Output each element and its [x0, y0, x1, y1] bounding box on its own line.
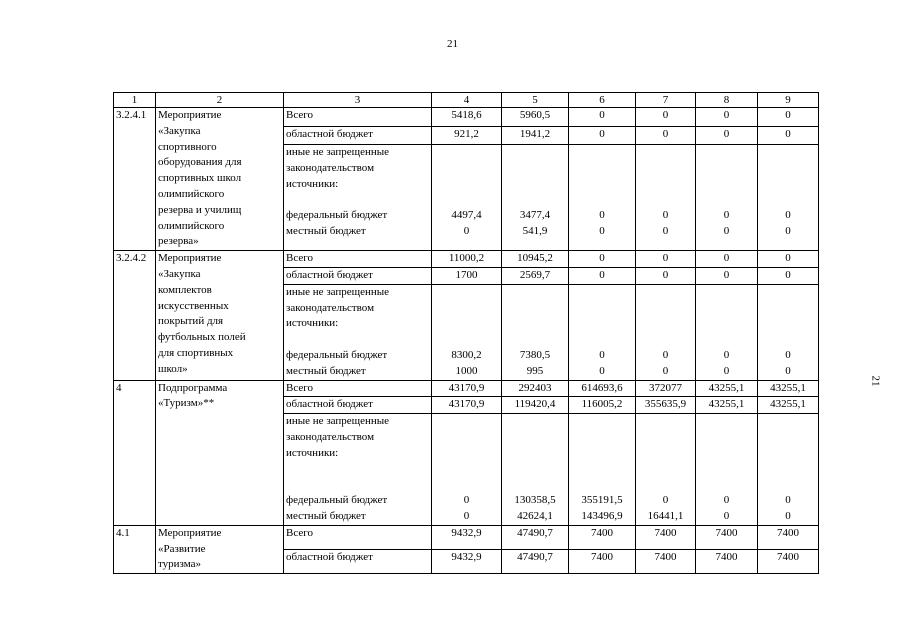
header-cell: 5 [502, 93, 569, 108]
federal-label: федеральный бюджет [286, 494, 388, 507]
sources-value-cell [432, 284, 502, 380]
sources-value-cell [636, 145, 696, 251]
spacer-line [698, 177, 755, 193]
item-name-line: спортивного [158, 140, 217, 153]
regional-value: 0 [569, 267, 636, 284]
spacer-line [286, 462, 429, 478]
spacer-line [571, 316, 633, 332]
regional-value: 43170,9 [432, 397, 502, 414]
spacer-line [698, 145, 755, 161]
spacer-line [434, 477, 499, 493]
item-name-line: «Закупка [158, 267, 201, 280]
total-value: 0 [636, 251, 696, 268]
sources-value-cell [569, 414, 636, 526]
item-name [156, 380, 284, 525]
header-cell: 9 [758, 93, 819, 108]
item-name-line: резерва» [158, 235, 199, 248]
regional-value: 7400 [758, 549, 819, 573]
total-value: 0 [696, 108, 758, 127]
local-value: 0 [785, 364, 791, 377]
other-sources-line: источники: [286, 177, 339, 190]
spacer-line [434, 446, 499, 462]
sources-value-cell [502, 414, 569, 526]
spacer-line [504, 414, 566, 430]
spacer-line [638, 446, 693, 462]
item-name-line: для спортивных [158, 346, 234, 359]
item-name-line: искусственных [158, 299, 229, 312]
local-value: 0 [662, 364, 669, 377]
spacer-line [434, 414, 499, 430]
item-name-line: футбольных полей [158, 331, 246, 344]
sources-value-cell [569, 145, 636, 251]
spacer-line [638, 332, 693, 348]
spacer-line [698, 430, 755, 446]
spacer-line [638, 414, 693, 430]
regional-value: 7400 [696, 549, 758, 573]
regional-value: 2569,7 [502, 267, 569, 284]
spacer-line [504, 430, 566, 446]
regional-value: 0 [696, 126, 758, 145]
spacer-line [434, 301, 499, 317]
spacer-line [638, 477, 693, 493]
local-value: 995 [526, 364, 544, 377]
total-label: Всего [284, 380, 432, 397]
spacer-line [504, 332, 566, 348]
total-value: 292403 [502, 380, 569, 397]
regional-label: областной бюджет [284, 126, 432, 145]
local-value: 1000 [455, 364, 478, 377]
sources-value-cell [636, 414, 696, 526]
regional-value: 43255,1 [758, 397, 819, 414]
item-name-line: резерва и училищ [158, 203, 242, 216]
total-value: 0 [758, 108, 819, 127]
local-value: 541,9 [522, 225, 548, 238]
spacer-line [571, 301, 633, 317]
federal-value: 0 [662, 209, 669, 222]
spacer-line [571, 161, 633, 177]
total-value: 5418,6 [432, 108, 502, 127]
total-value: 43170,9 [432, 380, 502, 397]
federal-value: 0 [662, 348, 669, 361]
total-value: 0 [696, 251, 758, 268]
item-name-line: Подпрограмма [158, 381, 228, 394]
item-name-line: «Закупка [158, 124, 201, 137]
item-name-line: «Развитие [158, 542, 206, 555]
page-number-side: 21 [869, 375, 882, 387]
spacer-line [698, 193, 755, 209]
spacer-line [571, 414, 633, 430]
federal-value: 0 [599, 209, 605, 222]
item-name [156, 251, 284, 380]
spacer-line [760, 301, 816, 317]
other-sources-line: иные не запрещенные [286, 285, 390, 298]
regional-value: 1941,2 [502, 126, 569, 145]
other-sources-line: источники: [286, 446, 339, 459]
spacer-line [698, 301, 755, 317]
federal-value: 0 [599, 348, 605, 361]
regional-value: 116005,2 [569, 397, 636, 414]
total-value: 10945,2 [502, 251, 569, 268]
regional-value: 0 [569, 126, 636, 145]
spacer-line [698, 332, 755, 348]
spacer-line [504, 301, 566, 317]
total-label: Всего [284, 108, 432, 127]
spacer-line [638, 462, 693, 478]
page-number-top: 21 [447, 38, 458, 50]
header-row [114, 93, 819, 108]
item-number: 4.1 [114, 525, 156, 573]
regional-label: областной бюджет [284, 267, 432, 284]
local-value: 0 [463, 509, 470, 522]
table-row [114, 380, 819, 397]
spacer-line [571, 177, 633, 193]
spacer-line [698, 316, 755, 332]
spacer-line [504, 477, 566, 493]
total-label: Всего [284, 251, 432, 268]
regional-value: 7400 [569, 549, 636, 573]
total-value: 43255,1 [696, 380, 758, 397]
header-cell: 1 [114, 93, 156, 108]
local-value: 0 [599, 225, 605, 238]
item-number: 3.2.4.1 [114, 108, 156, 251]
other-sources-line: источники: [286, 317, 339, 330]
regional-label: областной бюджет [284, 549, 432, 573]
federal-value: 0 [785, 209, 791, 222]
other-sources [284, 145, 432, 251]
spacer-line [698, 462, 755, 478]
spacer-line [638, 301, 693, 317]
spacer-line [504, 193, 566, 209]
other-sources-line: законодательством [286, 430, 375, 443]
spacer-line [504, 285, 566, 301]
spacer-line [760, 446, 816, 462]
federal-value: 0 [662, 494, 669, 507]
item-name [156, 108, 284, 251]
sources-value-cell [696, 145, 758, 251]
spacer-line [571, 430, 633, 446]
sources-value-cell [758, 284, 819, 380]
sources-value-cell [502, 284, 569, 380]
spacer-line [698, 446, 755, 462]
spacer-line [760, 177, 816, 193]
regional-value: 0 [696, 267, 758, 284]
total-label: Всего [284, 525, 432, 549]
regional-value: 9432,9 [432, 549, 502, 573]
spacer-line [434, 332, 499, 348]
local-value: 0 [723, 364, 730, 377]
spacer-line [434, 430, 499, 446]
budget-table [113, 92, 819, 574]
other-sources-line: законодательством [286, 161, 375, 174]
item-name-line: олимпийского [158, 187, 225, 200]
other-sources [284, 414, 432, 526]
spacer-line [504, 145, 566, 161]
spacer-line [638, 161, 693, 177]
spacer-line [286, 477, 429, 493]
sources-value-cell [696, 414, 758, 526]
spacer-line [504, 316, 566, 332]
local-value: 0 [463, 225, 470, 238]
header-cell: 8 [696, 93, 758, 108]
local-value: 0 [785, 225, 791, 238]
spacer-line [434, 462, 499, 478]
federal-value: 355191,5 [581, 494, 623, 507]
other-sources-line: иные не запрещенные [286, 146, 390, 159]
sources-value-cell [758, 414, 819, 526]
spacer-line [638, 177, 693, 193]
federal-value: 0 [723, 494, 730, 507]
spacer-line [760, 332, 816, 348]
spacer-line [760, 145, 816, 161]
spacer-line [638, 193, 693, 209]
federal-value: 0 [723, 209, 730, 222]
spacer-line [760, 161, 816, 177]
item-number: 4 [114, 380, 156, 525]
sources-value-cell [569, 284, 636, 380]
local-value: 0 [662, 225, 669, 238]
federal-value: 3477,4 [519, 209, 551, 222]
item-name-line: спортивных школ [158, 172, 242, 185]
spacer-line [571, 145, 633, 161]
spacer-line [638, 285, 693, 301]
spacer-line [434, 145, 499, 161]
table-row [114, 108, 819, 127]
spacer-line [504, 446, 566, 462]
federal-value: 4497,4 [451, 209, 482, 222]
federal-value: 0 [463, 494, 470, 507]
spacer-line [760, 316, 816, 332]
item-name-line: Мероприятие [158, 526, 222, 539]
sources-value-cell [696, 284, 758, 380]
regional-value: 7400 [636, 549, 696, 573]
spacer-line [504, 161, 566, 177]
federal-value: 8300,2 [451, 348, 482, 361]
total-value: 47490,7 [502, 525, 569, 549]
other-sources [284, 284, 432, 380]
federal-value: 0 [723, 348, 730, 361]
local-value: 0 [785, 509, 791, 522]
spacer-line [571, 193, 633, 209]
spacer-line [698, 161, 755, 177]
local-label: местный бюджет [286, 364, 366, 377]
total-value: 43255,1 [758, 380, 819, 397]
regional-value: 43255,1 [696, 397, 758, 414]
total-value: 614693,6 [569, 380, 636, 397]
item-name-line: школ» [158, 362, 188, 375]
regional-value: 0 [758, 267, 819, 284]
spacer-line [760, 477, 816, 493]
sources-value-cell [432, 414, 502, 526]
spacer-line [504, 462, 566, 478]
spacer-line [571, 446, 633, 462]
spacer-line [434, 193, 499, 209]
item-name-line: покрытий для [158, 315, 224, 328]
header-cell: 2 [156, 93, 284, 108]
item-name-line: олимпийского [158, 219, 225, 232]
header-cell: 4 [432, 93, 502, 108]
sources-value-cell [432, 145, 502, 251]
local-value: 42624,1 [517, 509, 553, 522]
table-row [114, 251, 819, 268]
spacer-line [638, 430, 693, 446]
spacer-line [698, 414, 755, 430]
regional-value: 119420,4 [502, 397, 569, 414]
spacer-line [638, 145, 693, 161]
total-value: 372077 [636, 380, 696, 397]
local-label: местный бюджет [286, 225, 366, 238]
total-value: 9432,9 [432, 525, 502, 549]
federal-label: федеральный бюджет [286, 209, 388, 222]
spacer-line [638, 316, 693, 332]
spacer-line [760, 430, 816, 446]
header-cell: 3 [284, 93, 432, 108]
spacer-line [434, 177, 499, 193]
local-value: 0 [599, 364, 605, 377]
spacer-line [760, 414, 816, 430]
spacer-line [760, 193, 816, 209]
regional-value: 1700 [432, 267, 502, 284]
local-value: 143496,9 [581, 509, 623, 522]
spacer-line [571, 285, 633, 301]
federal-value: 130358,5 [514, 494, 556, 507]
local-value: 0 [723, 509, 730, 522]
sources-value-cell [502, 145, 569, 251]
total-value: 7400 [636, 525, 696, 549]
item-name [156, 525, 284, 573]
item-name-line: Мероприятие [158, 109, 222, 121]
table-row [114, 525, 819, 549]
local-value: 0 [723, 225, 730, 238]
spacer-line [434, 161, 499, 177]
spacer-line [698, 285, 755, 301]
item-name-line: оборудования для [158, 156, 242, 169]
regional-value: 355635,9 [636, 397, 696, 414]
local-label: местный бюджет [286, 509, 366, 522]
federal-value: 7380,5 [519, 348, 551, 361]
spacer-line [286, 193, 429, 209]
regional-value: 921,2 [432, 126, 502, 145]
header-cell: 7 [636, 93, 696, 108]
spacer-line [286, 332, 429, 348]
total-value: 7400 [696, 525, 758, 549]
spacer-line [571, 477, 633, 493]
total-value: 0 [569, 108, 636, 127]
spacer-line [760, 462, 816, 478]
regional-value: 0 [636, 267, 696, 284]
spacer-line [504, 177, 566, 193]
spacer-line [434, 285, 499, 301]
total-value: 11000,2 [432, 251, 502, 268]
total-value: 0 [758, 251, 819, 268]
spacer-line [571, 332, 633, 348]
item-name-line: Мероприятие [158, 252, 222, 265]
federal-value: 0 [785, 494, 791, 507]
total-value: 7400 [569, 525, 636, 549]
local-value: 16441,1 [647, 509, 684, 522]
header-cell: 6 [569, 93, 636, 108]
federal-label: федеральный бюджет [286, 348, 388, 361]
spacer-line [434, 316, 499, 332]
item-name-line: комплектов [158, 283, 212, 296]
item-name-line: туризма» [158, 558, 202, 571]
federal-value: 0 [785, 348, 791, 361]
regional-value: 0 [636, 126, 696, 145]
total-value: 7400 [758, 525, 819, 549]
sources-value-cell [636, 284, 696, 380]
spacer-line [571, 462, 633, 478]
total-value: 0 [569, 251, 636, 268]
sources-value-cell [758, 145, 819, 251]
spacer-line [698, 477, 755, 493]
total-value: 0 [636, 108, 696, 127]
regional-label: областной бюджет [284, 397, 432, 414]
spacer-line [760, 285, 816, 301]
item-name-line: «Туризм»** [158, 397, 215, 410]
total-value: 5960,5 [502, 108, 569, 127]
other-sources-line: иные не запрещенные [286, 415, 390, 428]
other-sources-line: законодательством [286, 301, 375, 314]
regional-value: 47490,7 [502, 549, 569, 573]
regional-value: 0 [758, 126, 819, 145]
item-number: 3.2.4.2 [114, 251, 156, 380]
